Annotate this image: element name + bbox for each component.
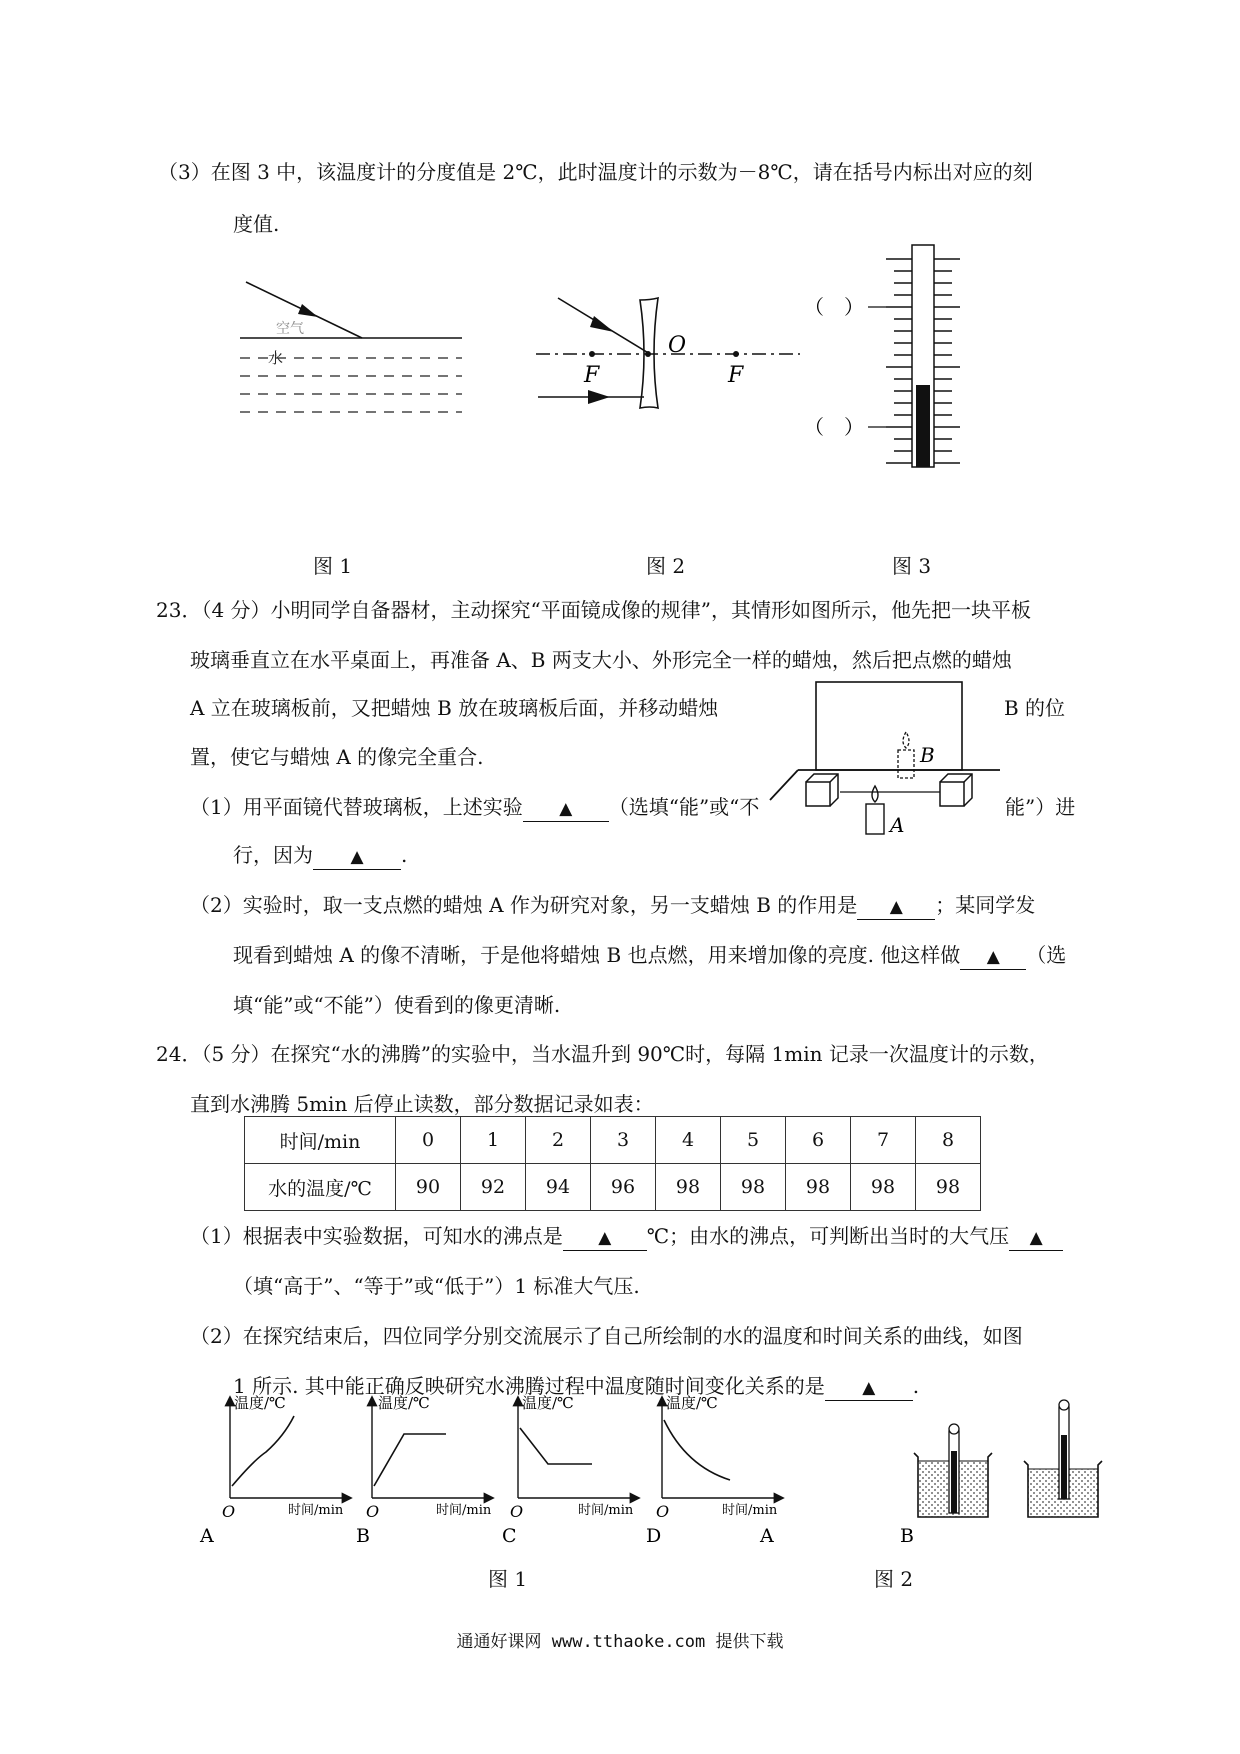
candle-b-label: B xyxy=(920,743,935,767)
answer-blank[interactable]: ▲ xyxy=(563,1226,647,1251)
table-row xyxy=(245,1164,981,1211)
q22-3-line1: （3）在图 3 中，该温度计的分度值是 2℃，此时温度计的示数为－8℃，请在括号内标出对应的刻 xyxy=(158,160,1033,184)
q23-sub2-text-c: 现看到蜡烛 A 的像不清晰，于是他将蜡烛 B 也点燃，用来增加像的亮度. 他这样做 xyxy=(233,943,961,967)
q24-sub1-text-a: （1）根据表中实验数据，可知水的沸点是 xyxy=(190,1224,563,1248)
table-cell: 98 xyxy=(721,1164,786,1211)
answer-blank[interactable]: ▲ xyxy=(523,797,609,822)
focal-point-left-label: F xyxy=(584,363,600,388)
table-cell: 96 xyxy=(591,1164,656,1211)
graph-b xyxy=(356,1394,492,1547)
figure-3-caption: 图 3 xyxy=(892,554,932,578)
q24-sub1-text-b: ℃；由水的沸点，可判断出当时的大气压 xyxy=(646,1224,1010,1248)
candle-a-icon xyxy=(866,786,884,834)
q23-sub1-line2 xyxy=(233,841,407,870)
air-label: 空气 xyxy=(276,321,304,337)
figure-3-thermometer xyxy=(806,245,976,475)
figure-2-lens xyxy=(528,290,808,420)
q23-sub1-text-e: . xyxy=(401,843,408,867)
scale-bracket-lower: （ ） xyxy=(804,415,864,439)
q23-sub1-text-d: 行，因为 xyxy=(233,843,313,867)
q23-sub2-text-d: （选 xyxy=(1026,943,1067,967)
table-cell: 98 xyxy=(786,1164,851,1211)
figure-1-refraction xyxy=(240,270,480,420)
graph-b-ylabel: 温度/℃ xyxy=(378,1394,430,1412)
temperature-time-graphs xyxy=(200,1390,800,1547)
beaker-figure-2-caption: 图 2 xyxy=(874,1567,914,1591)
graph-b-xlabel: 时间/min xyxy=(436,1503,492,1518)
q24-line2: 直到水沸腾 5min 后停止读数，部分数据记录如表： xyxy=(190,1092,654,1116)
q23-line4: 置，使它与蜡烛 A 的像完全重合. xyxy=(190,745,484,769)
graph-d-xlabel: 时间/min xyxy=(722,1503,778,1518)
candle-a-label: A xyxy=(890,813,905,837)
table-cell: 0 xyxy=(396,1117,461,1164)
table-cell: 94 xyxy=(526,1164,591,1211)
water-label: 水 xyxy=(268,349,284,367)
table-cell: 4 xyxy=(656,1117,721,1164)
optical-center-label: O xyxy=(668,333,687,358)
mercury-column xyxy=(916,385,930,467)
beaker-b-icon xyxy=(1024,1400,1102,1517)
graph-b-origin: O xyxy=(366,1502,380,1521)
graph-c-ylabel: 温度/℃ xyxy=(522,1394,574,1412)
q24-sub2-line1: （2）在探究结束后，四位同学分别交流展示了自己所绘制的水的温度和时间关系的曲线，如图 xyxy=(190,1324,1023,1348)
table-cell: 92 xyxy=(461,1164,526,1211)
candle-b-icon xyxy=(898,732,914,778)
graph-c-xlabel: 时间/min xyxy=(578,1503,634,1518)
support-block-left-icon xyxy=(806,774,838,806)
graph-d-label: D xyxy=(646,1525,662,1547)
q23-sub1-text-b: （选填“能”或“不 xyxy=(608,795,760,819)
q23-sub1c: 能”）进 xyxy=(1005,795,1076,819)
figure-plane-mirror xyxy=(766,680,1010,840)
curve-a xyxy=(232,1416,294,1486)
beaker-a-label: A xyxy=(760,1525,774,1547)
graph-a-xlabel: 时间/min xyxy=(288,1503,344,1518)
beaker-a-icon xyxy=(914,1424,992,1517)
graph-a-label: A xyxy=(200,1525,214,1547)
answer-blank[interactable]: ▲ xyxy=(825,1376,913,1401)
answer-blank[interactable]: ▲ xyxy=(313,845,401,870)
table-cell: 5 xyxy=(721,1117,786,1164)
graph-c-origin: O xyxy=(510,1502,524,1521)
q24-sub2-text-c: . xyxy=(912,1374,920,1398)
graph-a-origin: O xyxy=(222,1502,236,1521)
graph-c xyxy=(502,1394,638,1547)
graph-b-label: B xyxy=(356,1525,370,1547)
table-header-temperature: 水的温度/℃ xyxy=(245,1164,396,1211)
q23-sub1-text-a: （1）用平面镜代替玻璃板，上述实验 xyxy=(190,795,523,819)
table-cell: 90 xyxy=(396,1164,461,1211)
table-cell: 8 xyxy=(916,1117,981,1164)
table-cell: 3 xyxy=(591,1117,656,1164)
q23-line2: 玻璃垂直立在水平桌面上，再准备 A、B 两支大小、外形完全一样的蜡烛，然后把点燃的蜡烛 xyxy=(190,648,1012,672)
ray-arrow-icon xyxy=(588,390,610,404)
footer-source: 通通好课网 www.tthaoke.com 提供下载 xyxy=(456,1632,784,1652)
q22-3-line2: 度值. xyxy=(233,212,280,236)
support-block-right-icon xyxy=(940,774,972,806)
table-row xyxy=(245,1117,981,1164)
answer-blank[interactable]: ▲ xyxy=(1009,1226,1063,1251)
graphs-figure-1-caption: 图 1 xyxy=(488,1567,528,1591)
q24-line1: 24．（5 分）在探究“水的沸腾”的实验中，当水温升到 90℃时，每隔 1min 记录一次温度计的示数， xyxy=(156,1042,1049,1066)
q23-line3a: A 立在玻璃板前，又把蜡烛 B 放在玻璃板后面，并移动蜡烛 xyxy=(190,696,719,720)
answer-blank[interactable]: ▲ xyxy=(960,945,1026,970)
q23-sub2-line1 xyxy=(190,891,1035,920)
table-header-time: 时间/min xyxy=(245,1117,396,1164)
table-cell: 7 xyxy=(851,1117,916,1164)
q24-sub2-text-b: 1 所示. 其中能正确反映研究水沸腾过程中温度随时间变化关系的是 xyxy=(233,1374,825,1398)
graph-d-ylabel: 温度/℃ xyxy=(666,1394,718,1412)
q23-sub2-line3: 填“能”或“不能”）使看到的像更清晰. xyxy=(233,993,561,1017)
q23-sub2-text-a: （2）实验时，取一支点燃的蜡烛 A 作为研究对象，另一支蜡烛 B 的作用是 xyxy=(190,893,858,917)
scale-bracket-upper: （ ） xyxy=(804,295,864,319)
q23-sub1-line xyxy=(190,793,759,822)
beaker-figures xyxy=(900,1395,1120,1547)
figure-2-caption: 图 2 xyxy=(646,554,686,578)
graph-a-ylabel: 温度/℃ xyxy=(234,1394,286,1412)
curve-b xyxy=(374,1434,446,1486)
q23-sub2-text-b: ；某同学发 xyxy=(935,893,1036,917)
graph-c-label: C xyxy=(502,1525,517,1547)
answer-blank[interactable]: ▲ xyxy=(857,895,935,920)
q23-line3b: B 的位 xyxy=(1004,696,1066,720)
table-cell: 98 xyxy=(851,1164,916,1211)
graph-a xyxy=(199,1394,350,1547)
curve-d xyxy=(664,1420,730,1480)
q23-line1: 23．（4 分）小明同学自备器材，主动探究“平面镜成像的规律”，其情形如图所示，他先把一块平板 xyxy=(156,598,1031,622)
graph-d-origin: O xyxy=(656,1502,670,1521)
table-cell: 2 xyxy=(526,1117,591,1164)
beaker-b-label: B xyxy=(900,1525,914,1547)
glass-plate xyxy=(816,682,962,770)
table-cell: 1 xyxy=(461,1117,526,1164)
ray-arrow-icon xyxy=(590,316,614,332)
data-table xyxy=(244,1116,981,1211)
q24-sub1-line2: （填“高于”、“等于”或“低于”）1 标准大气压. xyxy=(233,1274,640,1298)
ray-arrow-icon xyxy=(298,304,318,317)
focal-point-right-label: F xyxy=(728,363,744,388)
table-cell: 98 xyxy=(656,1164,721,1211)
q23-sub2-line2 xyxy=(233,941,1066,970)
figure-1-caption: 图 1 xyxy=(313,554,353,578)
table-cell: 98 xyxy=(916,1164,981,1211)
table-cell: 6 xyxy=(786,1117,851,1164)
curve-c xyxy=(520,1428,592,1464)
q24-sub1-line1 xyxy=(190,1222,1063,1251)
